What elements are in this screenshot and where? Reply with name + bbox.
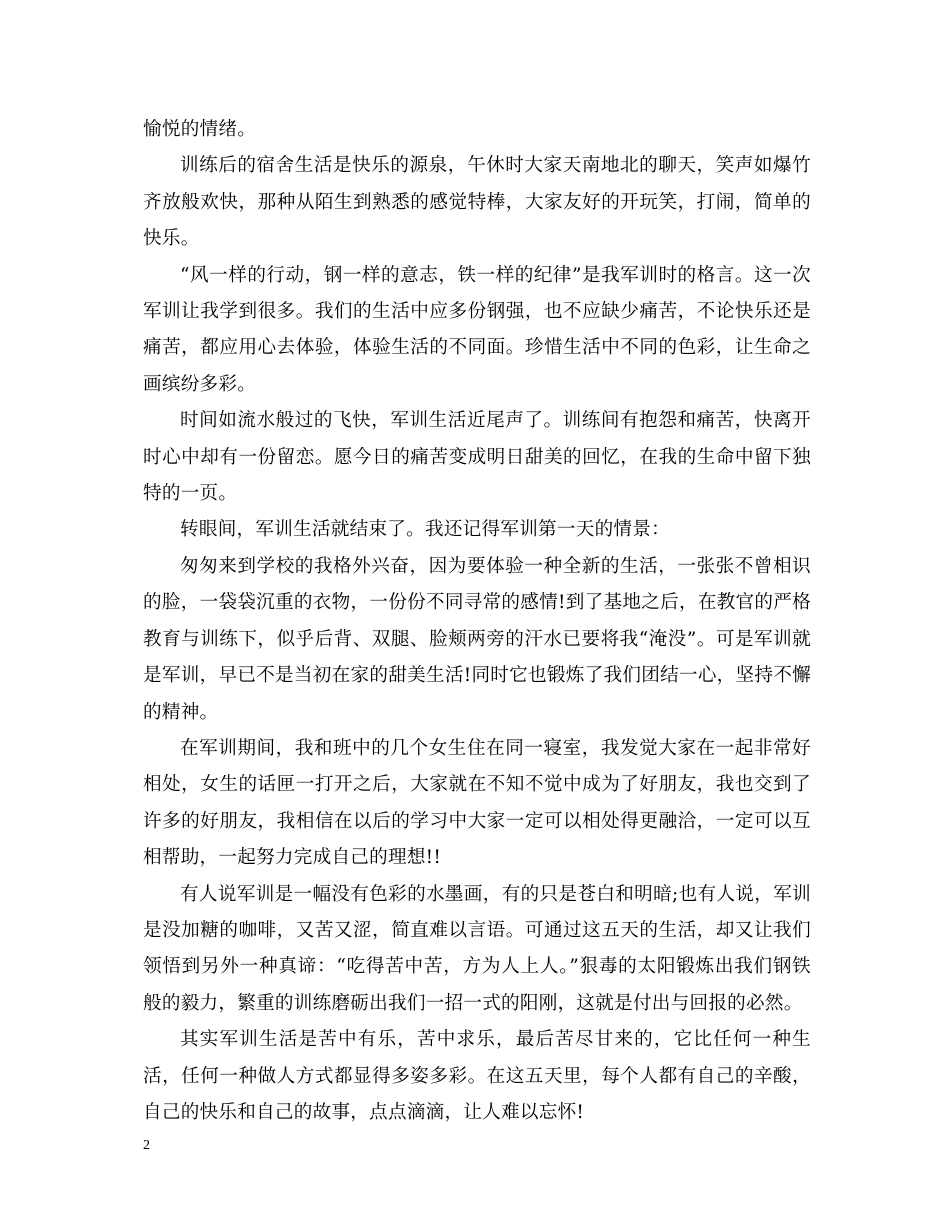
body-text bbox=[143, 112, 811, 1131]
paragraph: 愉悦的情绪。 bbox=[143, 119, 257, 140]
paragraph: 训练后的宿舍生活是快乐的源泉，午休时大家天南地北的聊天，笑声如爆竹齐放般欢快，那种从陌生到熟悉的感觉特棒，大家友好的开玩笑，打闹，简单的快乐。 bbox=[143, 155, 811, 250]
paragraph: 有人说军训是一幅没有色彩的水墨画，有的只是苍白和明暗;也有人说，军训是没加糖的咖啡，又苦又涩，简直难以言语。可通过这五天的生活，却又让我们领悟到另外一种真谛：“吃得苦中苦，方为人上人。”狠毒的太阳锻炼出我们钢铁般的毅力，繁重的训练磨砺出我们一招一式的阳刚，这就是付出与回报的必然。 bbox=[143, 883, 811, 1014]
paragraph: 其实军训生活是苦中有乐，苦中求乐，最后苦尽甘来的，它比任何一种生活，任何一种做人方式都显得多姿多彩。在这五天里，每个人都有自己的辛酸，自己的快乐和自己的故事，点点滴滴，让人难以忘怀! bbox=[143, 1029, 811, 1123]
paragraph: 在军训期间，我和班中的几个女生住在同一寝室，我发觉大家在一起非常好相处，女生的话匣一打开之后，大家就在不知不觉中成为了好朋友，我也交到了许多的好朋友，我相信在以后的学习中大家一定可以相处得更融洽，一定可以互相帮助，一起努力完成自己的理想!! bbox=[143, 737, 811, 869]
paragraph: 时间如流水般过的飞快，军训生活近尾声了。训练间有抱怨和痛苦，快离开时心中却有一份留恋。愿今日的痛苦变成明日甜美的回忆，在我的生命中留下独特的一页。 bbox=[143, 410, 811, 505]
paragraph: “风一样的行动，钢一样的意志，铁一样的纪律”是我军训时的格言。这一次军训让我学到很多。我们的生活中应多份钢强，也不应缺少痛苦，不论快乐还是痛苦，都应用心去体验，体验生活的不同面。珍惜生活中不同的色彩，让生命之画缤纷多彩。 bbox=[143, 264, 811, 395]
paragraph: 转眼间，军训生活就结束了。我还记得军训第一天的情景： bbox=[180, 519, 670, 541]
paragraph: 匆匆来到学校的我格外兴奋，因为要体验一种全新的生活，一张张不曾相识的脸，一袋袋沉重的衣物，一份份不同寻常的感情!到了基地之后，在教官的严格教育与训练下，似乎后背、双腿、脸颊两旁的汗水已要将我“淹没”。可是军训就是军训，早已不是当初在家的甜美生活!同时它也锻炼了我们团结一心，坚持不懈的精神。 bbox=[143, 555, 811, 723]
page-number: 2 bbox=[143, 1138, 150, 1153]
